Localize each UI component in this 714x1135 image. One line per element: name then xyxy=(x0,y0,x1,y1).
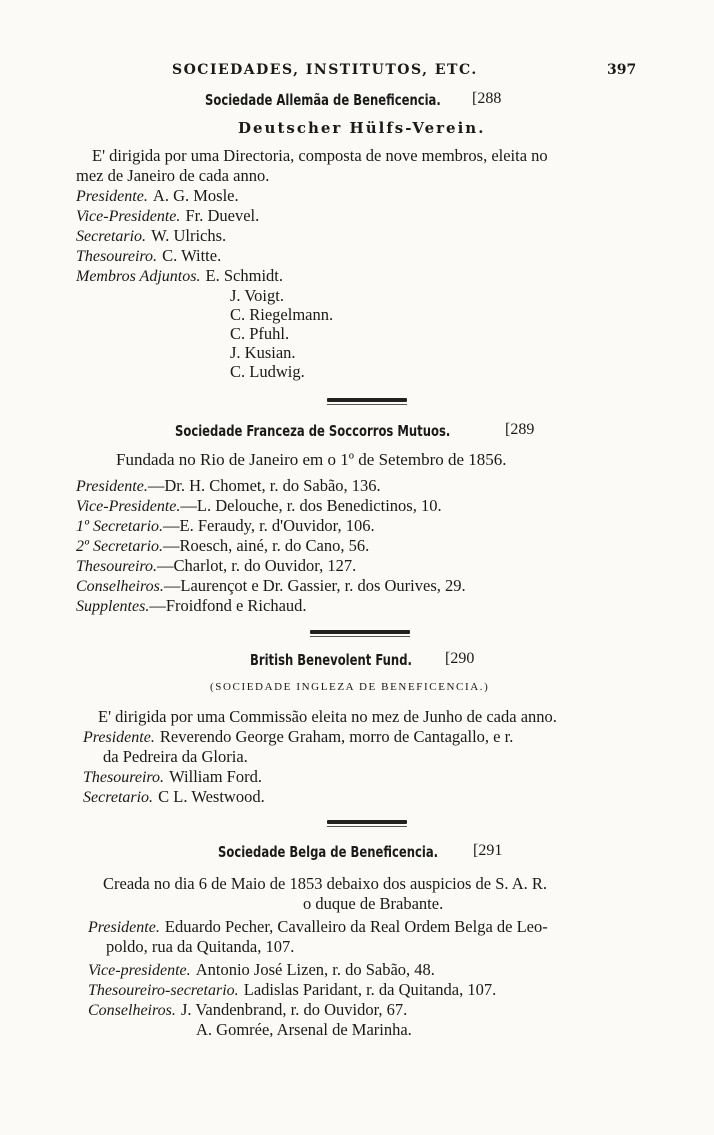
page-number: 397 xyxy=(607,62,637,78)
officer-name: Froidfond e Richaud. xyxy=(165,596,307,615)
officer-role: Secretario. xyxy=(76,228,147,245)
officer-row xyxy=(88,980,496,1000)
officer-name-cont: da Pedreira da Gloria. xyxy=(103,747,248,766)
section-number: [288 xyxy=(472,90,502,107)
officer-row xyxy=(76,266,283,286)
officer-role: Conselheiros. xyxy=(88,1002,176,1019)
section-intro: E' dirigida por uma Commissão eleita no mez de Junho de cada anno. xyxy=(98,707,557,726)
officer-role: Vice-presidente. xyxy=(88,962,191,979)
intro-line-1: Creada no dia 6 de Maio de 1853 debaixo dos auspicios de S. A. R. xyxy=(103,874,548,893)
officer-role: Supplentes. xyxy=(76,598,150,615)
officer-name: J. Vandenbrand, r. do Ouvidor, 67. xyxy=(180,1000,408,1019)
officer-name: Eduardo Pecher, Cavalleiro da Real Ordem Belga de Leo- xyxy=(164,917,548,936)
officer-name-cont: A. Gomrée, Arsenal de Marinha. xyxy=(196,1020,412,1039)
officer-row xyxy=(76,516,375,536)
officer-row xyxy=(76,496,442,516)
officer-role: Thesoureiro-secretario. xyxy=(88,982,239,999)
officer-role: Conselheiros. xyxy=(76,578,164,595)
officer-name: Fr. Duevel. xyxy=(185,206,260,225)
officer-row xyxy=(76,536,369,556)
section-title: Sociedade Belga de Beneficencia. xyxy=(218,843,439,861)
officer-row xyxy=(88,917,548,937)
section-divider xyxy=(310,630,410,634)
officer-row xyxy=(76,596,307,616)
section-290-heading xyxy=(250,650,438,669)
section-number: [291 xyxy=(473,842,503,859)
section-subtitle: Deutscher Hülfs-Verein. xyxy=(238,119,486,137)
adjunto-name: J. Kusian. xyxy=(230,343,296,362)
officer-name: A. G. Mosle. xyxy=(152,186,239,205)
officer-row xyxy=(76,556,356,576)
officer-role: Presidente. xyxy=(88,919,160,936)
officer-role: Secretario. xyxy=(83,789,154,806)
officer-name: Ladislas Paridant, r. da Quitanda, 107. xyxy=(243,980,497,999)
separator: — xyxy=(180,496,197,515)
section-title: British Benevolent Fund. xyxy=(250,651,412,669)
officer-name: C. Witte. xyxy=(162,246,222,265)
officer-name: Antonio José Lizen, r. do Sabão, 48. xyxy=(195,960,435,979)
adjunto-name: C. Ludwig. xyxy=(230,362,305,381)
separator: — xyxy=(163,516,180,535)
officer-row xyxy=(83,727,513,747)
officer-row xyxy=(88,960,435,980)
section-intro: Fundada no Rio de Janeiro em o 1º de Setembro de 1856. xyxy=(116,450,507,469)
officer-row xyxy=(76,246,221,266)
officer-name: E. Feraudy, r. d'Ouvidor, 106. xyxy=(179,516,375,535)
section-divider xyxy=(327,398,407,402)
section-divider xyxy=(327,820,407,824)
officer-role: 1º Secretario. xyxy=(76,518,164,535)
officer-name: C L. Westwood. xyxy=(158,787,265,806)
officer-row xyxy=(88,1000,407,1020)
section-subtitle: (SOCIEDADE INGLEZA DE BENEFICENCIA.) xyxy=(210,681,490,693)
officer-row xyxy=(83,767,262,787)
officer-role: Presidente. xyxy=(76,188,148,205)
officer-role: Thesoureiro. xyxy=(76,558,158,575)
section-number: [290 xyxy=(445,650,475,667)
intro-line-2: o duque de Brabante. xyxy=(303,894,444,913)
separator: — xyxy=(149,596,166,615)
officer-row xyxy=(76,476,381,496)
section-288-heading xyxy=(205,90,479,109)
separator: — xyxy=(163,536,180,555)
officer-name: William Ford. xyxy=(169,767,262,786)
officer-role: Presidente. xyxy=(83,729,155,746)
officer-role: Presidente. xyxy=(76,478,148,495)
section-title: Sociedade Allemãa de Beneficencia. xyxy=(205,91,441,109)
officer-name: E. Schmidt. xyxy=(205,266,284,285)
officer-name: W. Ulrichs. xyxy=(151,226,227,245)
officer-row xyxy=(76,186,239,206)
officer-role: Vice-Presidente. xyxy=(76,498,181,515)
officer-role: Thesoureiro. xyxy=(83,769,165,786)
officer-name: Charlot, r. do Ouvidor, 127. xyxy=(173,556,357,575)
officer-role: 2º Secretario. xyxy=(76,538,164,555)
separator: — xyxy=(147,476,165,495)
intro-line-2: mez de Janeiro de cada anno. xyxy=(76,166,270,185)
section-number: [289 xyxy=(505,421,535,438)
separator: — xyxy=(157,556,174,575)
running-header: SOCIEDADES, INSTITUTOS, ETC. xyxy=(172,62,478,78)
officer-row xyxy=(83,787,265,807)
officer-name: Reverendo George Graham, morro de Cantagallo, e r. xyxy=(159,727,514,746)
officer-name: Roesch, ainé, r. do Cano, 56. xyxy=(179,536,370,555)
adjunto-name: J. Voigt. xyxy=(230,286,284,305)
officer-name: L. Delouche, r. dos Benedictinos, 10. xyxy=(196,496,442,515)
officer-row xyxy=(76,206,259,226)
officer-row xyxy=(76,226,226,246)
officer-role: Thesoureiro. xyxy=(76,248,158,265)
officer-name: Dr. H. Chomet, r. do Sabão, 136. xyxy=(164,476,381,495)
separator: — xyxy=(163,576,181,595)
section-title: Sociedade Franceza de Soccorros Mutuos. xyxy=(175,422,451,440)
officer-role: Vice-Presidente. xyxy=(76,208,181,225)
officer-row xyxy=(76,576,466,596)
section-289-heading xyxy=(175,421,495,440)
officer-name: Laurençot e Dr. Gassier, r. dos Ourives, 29. xyxy=(180,576,466,595)
adjunto-name: C. Riegelmann. xyxy=(230,305,334,324)
section-291-heading xyxy=(218,842,474,861)
intro-line-1: E' dirigida por uma Directoria, composta de nove membros, eleita no xyxy=(92,146,548,165)
officer-role: Membros Adjuntos. xyxy=(76,268,201,285)
officer-name-cont: poldo, rua da Quitanda, 107. xyxy=(106,937,295,956)
adjunto-name: C. Pfuhl. xyxy=(230,324,290,343)
